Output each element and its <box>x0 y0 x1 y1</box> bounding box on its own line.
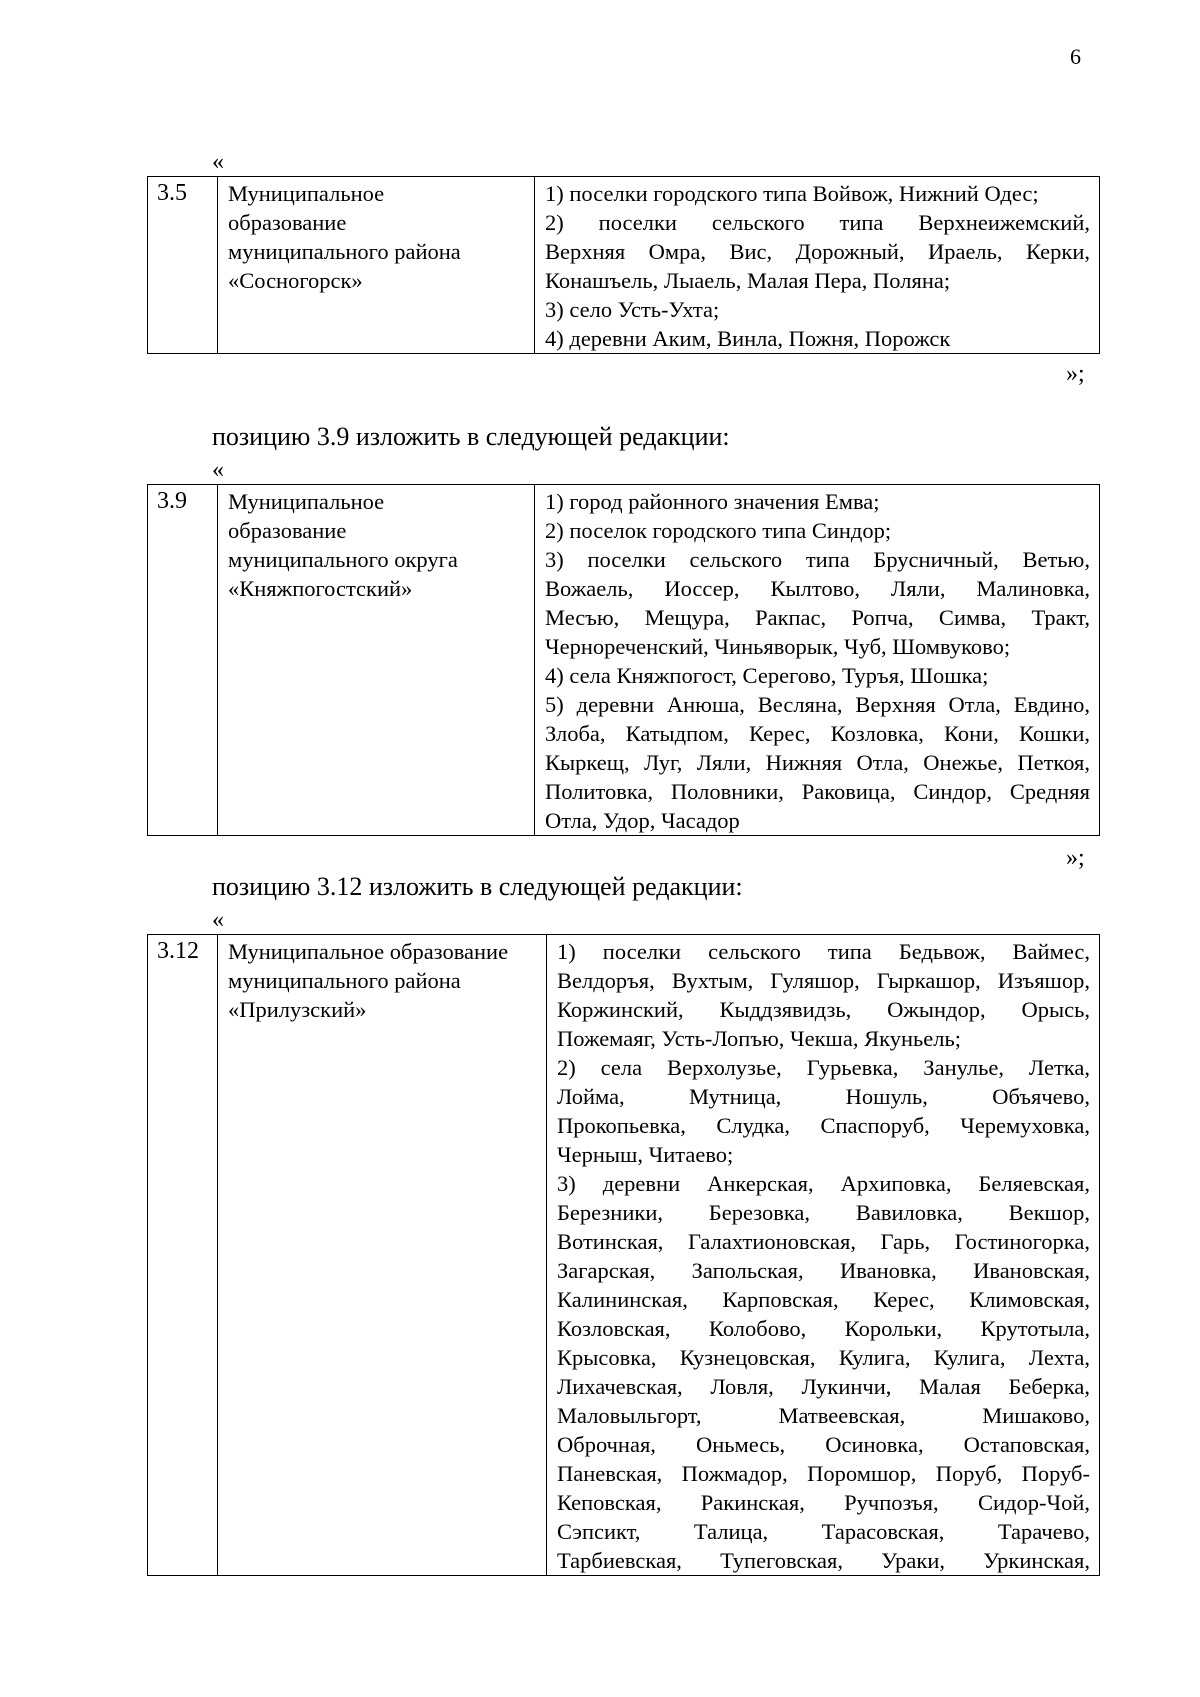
list-line: Отла, Удор, Часадор <box>545 808 740 833</box>
list-line: Маловыльгорт, Матвеевская, Мишаково, <box>557 1403 1090 1428</box>
list-line: Кыркещ, Луг, Ляли, Нижняя Отла, Онежье, Петкоя, <box>545 750 1090 775</box>
list-line: 5) деревни Анюша, Весляна, Верхняя Отла, Евдино, <box>545 692 1090 717</box>
position-table-3-5 <box>147 176 1100 354</box>
municipality-name <box>218 485 535 836</box>
name-line: Муниципальное образование <box>228 939 509 964</box>
close-quote: »; <box>1066 361 1085 387</box>
list-line: Березники, Березовка, Вавиловка, Векшор, <box>557 1200 1090 1225</box>
list-line: 3) село Усть-Ухта; <box>545 297 720 322</box>
list-line: Загарская, Запольская, Ивановка, Ивановская, <box>557 1258 1090 1283</box>
list-line: Лихачевская, Ловля, Лукинчи, Малая Беберка, <box>557 1374 1090 1399</box>
list-line: 3) деревни Анкерская, Архиповка, Беляевская, <box>557 1171 1090 1196</box>
name-line: Муниципальное <box>228 181 385 206</box>
table-row <box>148 485 1100 836</box>
position-number: 3.12 <box>148 935 218 1576</box>
list-line: Политовка, Половники, Раковица, Синдор, Средняя <box>545 779 1090 804</box>
list-line: Козловская, Колобово, Корольки, Крутотыла, <box>557 1316 1090 1341</box>
list-line: Вотинская, Галахтионовская, Гарь, Гостиногорка, <box>557 1229 1090 1254</box>
table-row <box>148 935 1100 1576</box>
list-line: Злоба, Катыдпом, Керес, Козловка, Кони, Кошки, <box>545 721 1090 746</box>
list-line: Лойма, Мутница, Ношуль, Объячево, <box>557 1084 1090 1109</box>
list-line: Верхняя Омра, Вис, Дорожный, Ираель, Керки, <box>545 239 1090 264</box>
municipality-name <box>218 177 535 354</box>
position-table-3-12 <box>147 934 1100 1576</box>
close-quote: »; <box>1066 845 1085 871</box>
name-line: муниципального района <box>228 968 461 993</box>
list-line: Черныш, Читаево; <box>557 1142 734 1167</box>
list-line: 4) села Княжпогост, Серегово, Туръя, Шошка; <box>545 663 989 688</box>
list-line: 2) села Верхолузье, Гурьевка, Занулье, Летка, <box>557 1055 1090 1080</box>
list-line: Пожемаяг, Усть-Лопъю, Чекша, Якуньель; <box>557 1026 962 1051</box>
name-line: «Прилузский» <box>228 997 367 1022</box>
list-line: Оброчная, Оньмесь, Осиновка, Остаповская, <box>557 1432 1090 1457</box>
list-line: Вожаель, Иоссер, Кылтово, Ляли, Малиновка, <box>545 576 1090 601</box>
list-line: Тарбиевская, Тупеговская, Ураки, Уркинская, <box>557 1548 1090 1573</box>
name-line: «Княжпогостский» <box>228 576 413 601</box>
list-line: 3) поселки сельского типа Брусничный, Ветью, <box>545 547 1090 572</box>
list-line: Кеповская, Ракинская, Ручпозъя, Сидор-Чой, <box>557 1490 1090 1515</box>
list-line: 4) деревни Аким, Винла, Пожня, Порожск <box>545 326 951 351</box>
list-line: 2) поселки сельского типа Верхнеижемский, <box>545 210 1090 235</box>
name-line: образование <box>228 518 347 543</box>
list-line: 2) поселок городского типа Синдор; <box>545 518 892 543</box>
name-line: образование <box>228 210 347 235</box>
position-number: 3.5 <box>148 177 218 354</box>
page-number: 6 <box>1070 44 1081 69</box>
intro-text: позицию 3.12 изложить в следующей редакции: <box>212 872 743 901</box>
name-line: Муниципальное <box>228 489 385 514</box>
list-line: Велдоръя, Вухтым, Гуляшор, Гыркашор, Изъяшор, <box>557 968 1090 993</box>
name-line: муниципального района <box>228 239 461 264</box>
list-line: Прокопьевка, Слудка, Спаспоруб, Черемуховка, <box>557 1113 1090 1138</box>
list-line: 1) поселки сельского типа Бедьвож, Ваймес, <box>557 939 1090 964</box>
list-line: Паневская, Пожмадор, Поромшор, Поруб, Поруб- <box>557 1461 1090 1486</box>
table-row <box>148 177 1100 354</box>
position-number: 3.9 <box>148 485 218 836</box>
list-line: Чернореченский, Чиньяворык, Чуб, Шомвуково; <box>545 634 1011 659</box>
list-line: Сэпсикт, Талица, Тарасовская, Тарачево, <box>557 1519 1090 1544</box>
open-quote: « <box>212 149 224 175</box>
list-line: Конашъель, Лыаель, Малая Пера, Поляна; <box>545 268 951 293</box>
list-line: Калининская, Карповская, Керес, Климовская, <box>557 1287 1090 1312</box>
list-line: Месъю, Мещура, Ракпас, Ропча, Симва, Тракт, <box>545 605 1090 630</box>
settlements-list <box>535 177 1100 354</box>
open-quote: « <box>212 907 224 933</box>
list-line: Крысовка, Кузнецовская, Кулига, Кулига, Лехта, <box>557 1345 1090 1370</box>
name-line: муниципального округа <box>228 547 458 572</box>
municipality-name <box>218 935 547 1576</box>
list-line: 1) поселки городского типа Войвож, Нижний Одес; <box>545 181 1039 206</box>
list-line: 1) город районного значения Емва; <box>545 489 880 514</box>
intro-text: позицию 3.9 изложить в следующей редакции: <box>212 422 730 451</box>
settlements-list <box>547 935 1100 1576</box>
open-quote: « <box>212 457 224 483</box>
settlements-list <box>535 485 1100 836</box>
position-table-3-9 <box>147 484 1100 836</box>
list-line: Коржинский, Кыддзявидзь, Ожындор, Орысь, <box>557 997 1090 1022</box>
name-line: «Сосногорск» <box>228 268 363 293</box>
